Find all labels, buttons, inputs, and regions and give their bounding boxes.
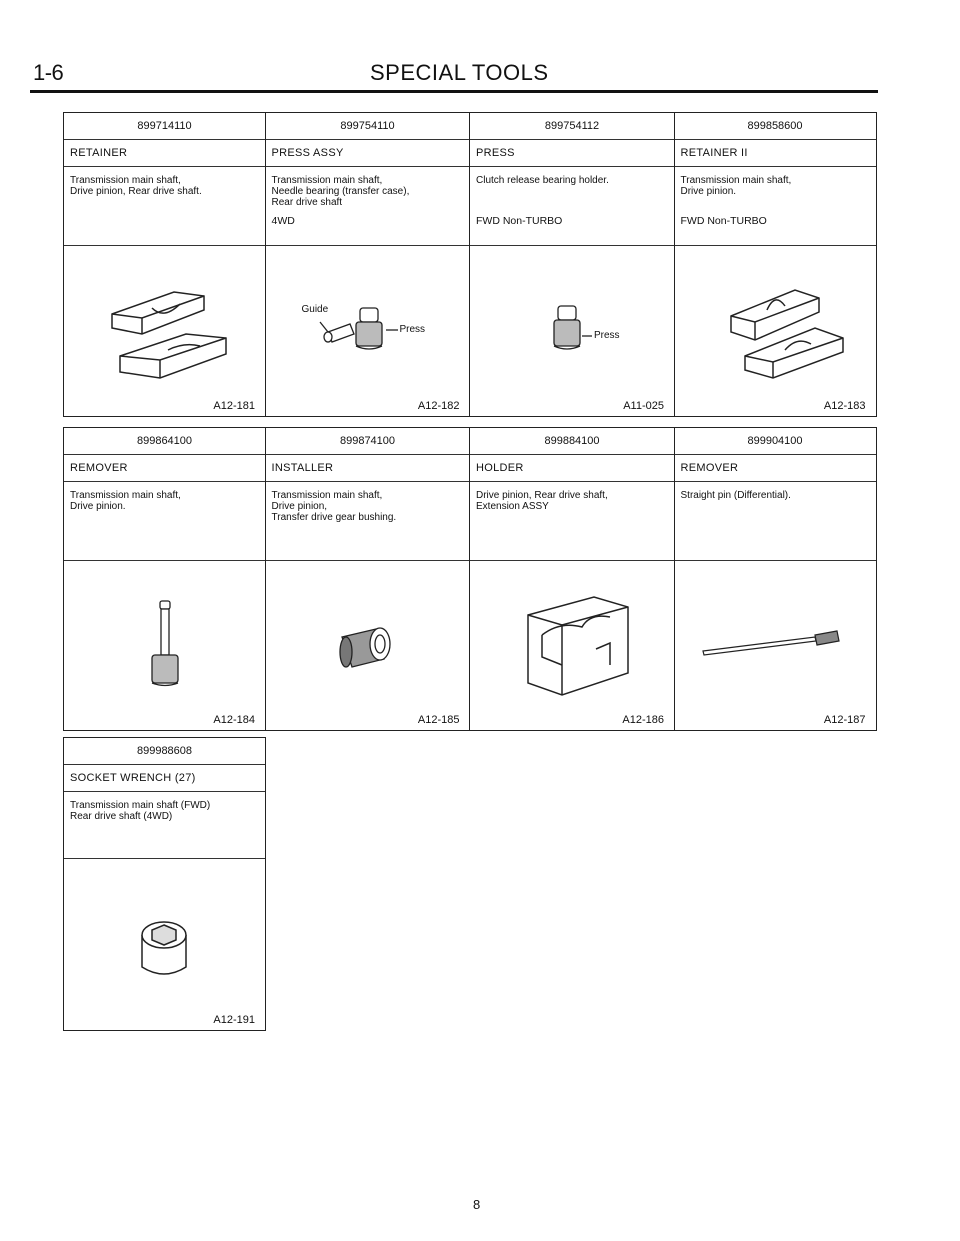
figure-code: A12-184 (213, 714, 255, 726)
tool-note: FWD Non-TURBO (680, 215, 767, 227)
figure-code: A12-183 (823, 400, 866, 412)
press-label: Press (594, 330, 620, 341)
tool-use: Transmission main shaft (FWD) Rear drive shaft (4WD) (70, 800, 211, 822)
retainer-ii-blocks-icon (675, 246, 875, 416)
tool-use: Transmission main shaft, Drive pinion. (70, 490, 181, 512)
tool-number: 899754112 (470, 113, 674, 140)
tool-number: 899754110 (266, 113, 470, 140)
tool-name: REMOVER (675, 455, 876, 482)
retainer-blocks-icon (64, 246, 264, 416)
press-label: Press (399, 324, 426, 335)
tool-use: Transmission main shaft, Drive pinion. (680, 175, 792, 197)
footer-page-number: 8 (473, 1197, 481, 1212)
tool-card (469, 427, 675, 731)
tool-number: 899874100 (266, 428, 470, 455)
tool-name: RETAINER II (675, 140, 876, 167)
header-rule (30, 90, 878, 93)
tool-row-1 (63, 112, 877, 417)
figure-code: A12-186 (622, 714, 664, 726)
figure-code: A11-025 (623, 400, 664, 412)
tool-use: Drive pinion, Rear drive shaft, Extension ASSY (476, 490, 608, 512)
figure-code: A12-181 (213, 400, 255, 412)
figure-code: A12-182 (417, 400, 460, 412)
remover-rod-icon (675, 561, 875, 730)
tool-name: HOLDER (470, 455, 674, 482)
tool-name: SOCKET WRENCH (27) (64, 765, 265, 792)
tool-use: Straight pin (Differential). (680, 490, 791, 501)
tool-card (265, 112, 471, 417)
tool-card (63, 737, 266, 1031)
tool-row-2 (63, 427, 877, 731)
tool-number: 899858600 (675, 113, 876, 140)
figure-code: A12-187 (823, 714, 866, 726)
tool-name: PRESS (470, 140, 674, 167)
tool-number: 899714110 (64, 113, 265, 140)
tool-card (674, 427, 877, 731)
tool-use: Transmission main shaft, Drive pinion, Transfer drive gear bushing. (271, 490, 397, 523)
tool-name: REMOVER (64, 455, 265, 482)
page-number: 1-6 (33, 60, 64, 85)
holder-block-icon (470, 561, 673, 730)
page-title: SPECIAL TOOLS (370, 60, 549, 85)
remover-pin-icon (64, 561, 264, 730)
tool-name: PRESS ASSY (266, 140, 470, 167)
tool-use: Transmission main shaft, Drive pinion, Rear drive shaft. (70, 175, 202, 197)
tool-use: Clutch release bearing holder. (476, 175, 609, 186)
tool-name: RETAINER (64, 140, 265, 167)
figure-code: A12-191 (213, 1014, 255, 1026)
tool-number: 899988608 (64, 738, 265, 765)
tool-card (63, 427, 266, 731)
socket-wrench-icon (64, 859, 264, 1030)
tool-use: Transmission main shaft, Needle bearing (transfer case), Rear drive shaft (271, 175, 410, 208)
tool-number: 899884100 (470, 428, 674, 455)
tool-card (674, 112, 877, 417)
figure-code: A12-185 (417, 714, 460, 726)
tool-row-3 (63, 737, 266, 1031)
tool-note: 4WD (271, 215, 295, 227)
tool-card (469, 112, 675, 417)
press-assy-icon (266, 246, 469, 416)
guide-label: Guide (301, 304, 329, 315)
tool-name: INSTALLER (266, 455, 470, 482)
press-icon (470, 246, 673, 416)
tool-number: 899904100 (675, 428, 876, 455)
tool-card (265, 427, 471, 731)
tool-card (63, 112, 266, 417)
tool-number: 899864100 (64, 428, 265, 455)
tool-note: FWD Non-TURBO (476, 215, 563, 227)
installer-sleeve-icon (266, 561, 469, 730)
